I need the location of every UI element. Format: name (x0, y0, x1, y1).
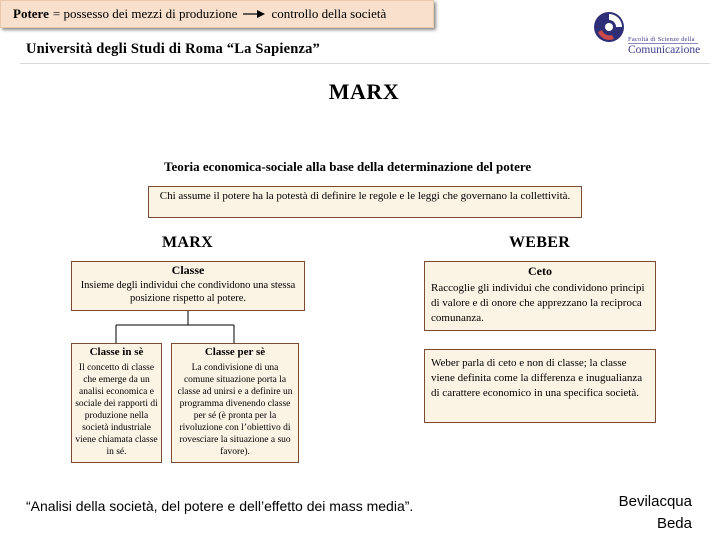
classe-text: Insieme degli individui che condividono una stessa posizione rispetto al potere. (80, 280, 296, 304)
university-title: Università degli Studi di Roma “La Sapienza” (26, 41, 320, 57)
classe-per-se-text: La condivisione di una comune situazione porta la classe ad unirsi e a definire un programma divenendo classe per sé (è pronta per la rivoluzione con l’obiettivo di rovesciare la situazione a suo favore). (177, 363, 293, 457)
footer-quote: “Analisi della società, del potere e dell’effetto dei mass media”. (26, 498, 414, 514)
classe-in-se-title: Classe in sè (89, 346, 144, 358)
ceto-text: Raccoglie gli individui che condividono principi di valore e di onore che apprezzano la reciproca comunanza. (431, 282, 645, 324)
weber-note-box: Weber parla di ceto e non di classe; la classe viene definita come la differenza e inugualianza di carattere economico in una specifica società. (424, 349, 656, 423)
chi-assume-box: Chi assume il potere ha la potestà di definire le regole e le leggi che governano la collettività. (148, 186, 582, 218)
footer-authors (619, 491, 692, 535)
potere-definition-box (0, 0, 434, 28)
author-name: Beda (656, 515, 692, 532)
right-arrow-icon (243, 9, 265, 19)
potere-definition: = possesso dei mezzi di produzione (52, 6, 238, 21)
author-name: Bevilacqua (618, 493, 692, 510)
ceto-title: Ceto (528, 264, 552, 278)
classe-title: Classe (171, 263, 205, 277)
logo-caption: Facoltà di Scienze della (628, 36, 695, 43)
logo-name: Comunicazione (628, 44, 701, 56)
header-divider (20, 63, 710, 64)
classe-per-se-title: Classe per sè (204, 346, 266, 358)
marx-column-heading: MARX (162, 234, 213, 251)
teoria-heading: Teoria economica-sociale alla base della determinazione del potere (164, 159, 532, 174)
classe-in-se-text: Il concetto di classe che emerge da un analisi economica e sociale dei rapporti di produzione nella società industriale viene chiamata classe in sé. (75, 363, 158, 457)
classe-box (71, 261, 305, 311)
ceto-box (424, 261, 656, 331)
classe-per-se-box (171, 343, 299, 463)
potere-term: Potere (13, 6, 49, 21)
weber-column-heading: WEBER (509, 234, 571, 251)
classe-in-se-box (71, 343, 162, 463)
faculty-emblem-icon (592, 10, 626, 44)
slide-title: MARX (328, 79, 400, 104)
potere-result: controllo della società (271, 6, 387, 21)
